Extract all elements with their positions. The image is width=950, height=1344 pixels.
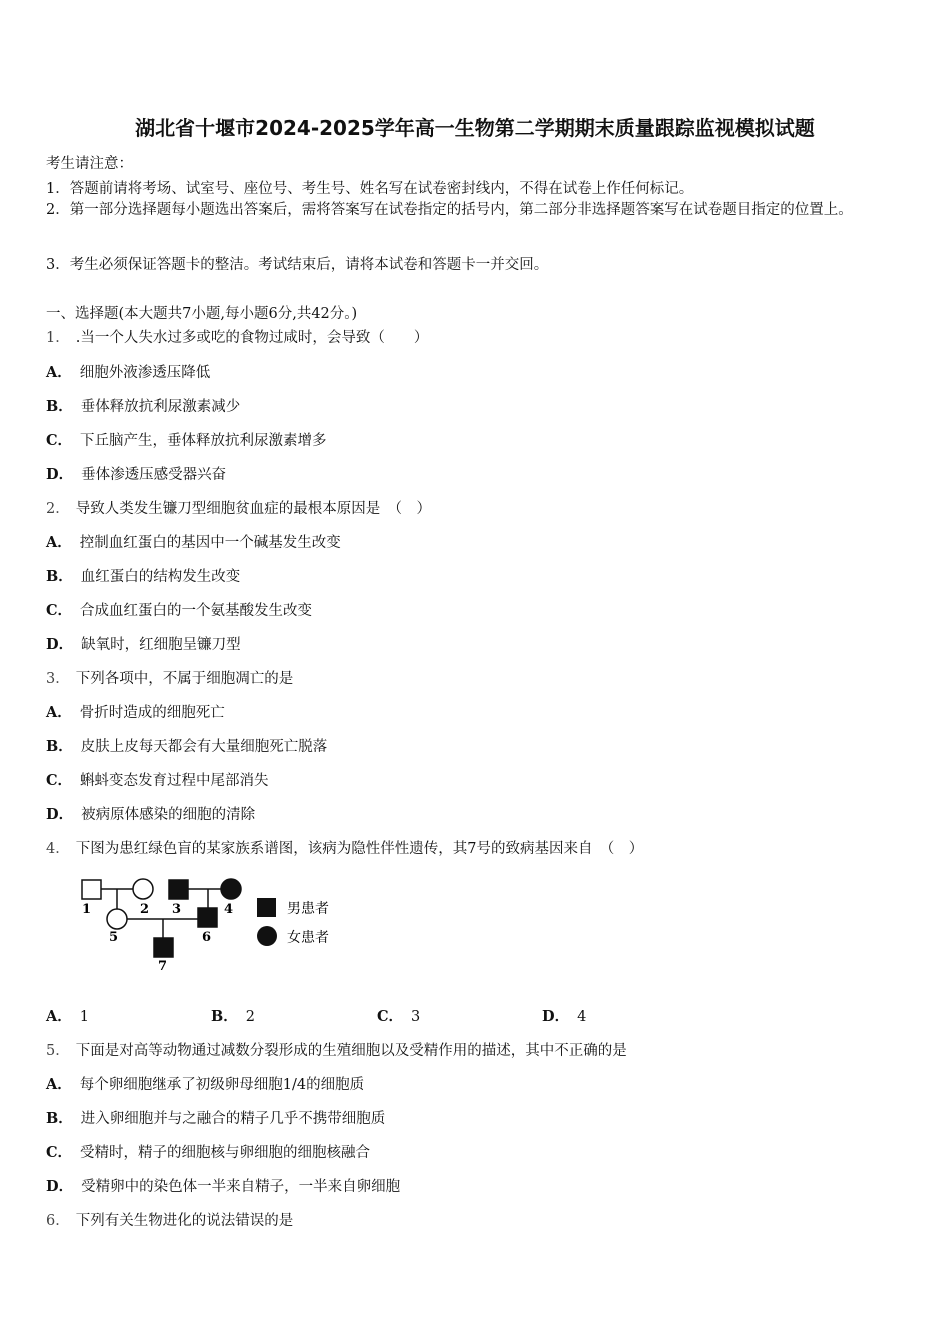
option-text: 细胞外液渗透压降低 bbox=[79, 365, 211, 381]
pedigree-label: 6 bbox=[202, 930, 212, 945]
option[interactable] bbox=[46, 735, 327, 756]
option-label: C． bbox=[46, 772, 73, 789]
option-text: 缺氧时，红细胞呈镰刀型 bbox=[81, 637, 241, 653]
option[interactable] bbox=[46, 463, 226, 484]
pedigree-male-affected-3 bbox=[169, 880, 188, 899]
question-stem bbox=[46, 667, 293, 688]
option-label: B． bbox=[46, 738, 73, 755]
option-label: D． bbox=[46, 1178, 74, 1195]
option-label: D． bbox=[46, 636, 74, 653]
pedigree-male-affected-6 bbox=[198, 908, 217, 927]
pedigree-diagram bbox=[74, 872, 354, 977]
question-number: 1． bbox=[46, 330, 70, 346]
question-text: .当一个人失水过多或吃的食物过咸时，会导致（ ） bbox=[75, 330, 429, 346]
question-stem bbox=[46, 837, 643, 858]
legend-label: 男患者 bbox=[287, 901, 329, 917]
option-label: B． bbox=[211, 1008, 238, 1025]
question-text: 下列有关生物进化的说法错误的是 bbox=[75, 1213, 294, 1229]
legend-label: 女患者 bbox=[287, 930, 329, 946]
option-label: B． bbox=[46, 568, 73, 585]
question-number: 2． bbox=[46, 501, 70, 517]
option-label: A． bbox=[46, 1076, 72, 1093]
question-number: 4． bbox=[46, 841, 70, 857]
option-text: 骨折时造成的细胞死亡 bbox=[79, 705, 225, 721]
option[interactable] bbox=[211, 1005, 255, 1026]
option-label: B． bbox=[46, 398, 73, 415]
question-text: 下列各项中，不属于细胞凋亡的是 bbox=[75, 671, 294, 687]
question-text: 导致人类发生镰刀型细胞贫血症的最根本原因是 （ ） bbox=[75, 501, 431, 517]
option[interactable] bbox=[46, 1175, 400, 1196]
option[interactable] bbox=[46, 1005, 89, 1026]
question-stem bbox=[46, 1039, 627, 1060]
option[interactable] bbox=[46, 531, 341, 552]
pedigree-label: 4 bbox=[224, 902, 234, 917]
option[interactable] bbox=[46, 1141, 370, 1162]
option-text: 4 bbox=[577, 1009, 587, 1025]
pedigree-female-affected-4 bbox=[221, 879, 241, 899]
option-text: 被病原体感染的细胞的清除 bbox=[81, 807, 256, 823]
option-text: 垂体渗透压感受器兴奋 bbox=[81, 467, 227, 483]
notice-item: 2．第一部分选择题每小题选出答案后，需将答案写在试卷指定的括号内，第二部分非选择题答案写在试卷题目指定的位置上。 bbox=[46, 202, 853, 218]
option-text: 1 bbox=[79, 1009, 89, 1025]
option-text: 蝌蚪变态发育过程中尾部消失 bbox=[80, 773, 269, 789]
question-stem bbox=[46, 1209, 293, 1230]
option-label: D． bbox=[46, 466, 74, 483]
pedigree-female-unaffected-5 bbox=[107, 909, 127, 929]
option-text: 2 bbox=[245, 1009, 255, 1025]
option-text: 垂体释放抗利尿激素减少 bbox=[80, 399, 241, 415]
option[interactable] bbox=[46, 565, 240, 586]
pedigree-female-unaffected-2 bbox=[133, 879, 153, 899]
option[interactable] bbox=[46, 633, 241, 654]
option[interactable] bbox=[46, 769, 269, 790]
option-label: B． bbox=[46, 1110, 73, 1127]
question-number: 3． bbox=[46, 671, 70, 687]
option[interactable] bbox=[46, 803, 255, 824]
option-text: 皮肤上皮每天都会有大量细胞死亡脱落 bbox=[80, 739, 328, 755]
legend-male-affected-icon bbox=[257, 898, 276, 917]
option-label: D． bbox=[46, 806, 74, 823]
page-title: 湖北省十堰市2024-2025学年高一生物第二学期期末质量跟踪监视模拟试题 bbox=[135, 116, 815, 140]
option[interactable] bbox=[377, 1005, 420, 1026]
option[interactable] bbox=[46, 395, 240, 416]
option-text: 合成血红蛋白的一个氨基酸发生改变 bbox=[80, 603, 313, 619]
notice-heading: 考生请注意： bbox=[46, 156, 133, 172]
option-label: C． bbox=[46, 432, 73, 449]
question-stem bbox=[46, 326, 428, 347]
option[interactable] bbox=[46, 701, 225, 722]
pedigree-male-affected-7 bbox=[154, 938, 173, 957]
option[interactable] bbox=[46, 429, 327, 450]
option[interactable] bbox=[46, 1073, 364, 1094]
option[interactable] bbox=[46, 599, 312, 620]
option-text: 受精卵中的染色体一半来自精子，一半来自卵细胞 bbox=[81, 1179, 401, 1195]
question-text: 下图为患红绿色盲的某家族系谱图，该病为隐性伴性遗传，其7号的致病基因来自 （ ） bbox=[75, 841, 644, 857]
option-label: C． bbox=[46, 1144, 73, 1161]
pedigree-label: 2 bbox=[140, 902, 150, 917]
option-text: 3 bbox=[411, 1009, 421, 1025]
legend-female-affected-icon bbox=[257, 926, 277, 946]
option-label: A． bbox=[46, 1008, 72, 1025]
option-label: A． bbox=[46, 704, 72, 721]
option[interactable] bbox=[46, 1107, 385, 1128]
option-text: 下丘脑产生，垂体释放抗利尿激素增多 bbox=[80, 433, 327, 449]
section-heading: 一、选择题(本大题共7小题,每小题6分,共42分。) bbox=[46, 306, 358, 322]
question-number: 6． bbox=[46, 1213, 70, 1229]
pedigree-label: 1 bbox=[82, 902, 92, 917]
question-number: 5． bbox=[46, 1043, 70, 1059]
pedigree-male-unaffected-1 bbox=[82, 880, 101, 899]
question-text: 下面是对高等动物通过减数分裂形成的生殖细胞以及受精作用的描述，其中不正确的是 bbox=[75, 1043, 627, 1059]
option[interactable] bbox=[542, 1005, 586, 1026]
pedigree-label: 5 bbox=[109, 930, 119, 945]
option-text: 血红蛋白的结构发生改变 bbox=[80, 569, 241, 585]
option-text: 控制血红蛋白的基因中一个碱基发生改变 bbox=[79, 535, 341, 551]
option-text: 进入卵细胞并与之融合的精子几乎不携带细胞质 bbox=[80, 1111, 386, 1127]
pedigree-label: 3 bbox=[172, 902, 182, 917]
option-label: A． bbox=[46, 364, 72, 381]
option[interactable] bbox=[46, 361, 210, 382]
option-label: A． bbox=[46, 534, 72, 551]
option-label: D． bbox=[542, 1008, 570, 1025]
option-label: C． bbox=[46, 602, 73, 619]
pedigree-label: 7 bbox=[158, 959, 168, 974]
notice-item: 1．答题前请将考场、试室号、座位号、考生号、姓名写在试卷密封线内，不得在试卷上作任何标记。 bbox=[46, 181, 694, 197]
notice-item: 3．考生必须保证答题卡的整洁。考试结束后，请将本试卷和答题卡一并交回。 bbox=[46, 257, 549, 273]
option-text: 受精时，精子的细胞核与卵细胞的细胞核融合 bbox=[80, 1145, 371, 1161]
option-text: 每个卵细胞继承了初级卵母细胞1/4的细胞质 bbox=[79, 1077, 365, 1093]
question-stem bbox=[46, 497, 431, 518]
option-label: C． bbox=[377, 1008, 404, 1025]
